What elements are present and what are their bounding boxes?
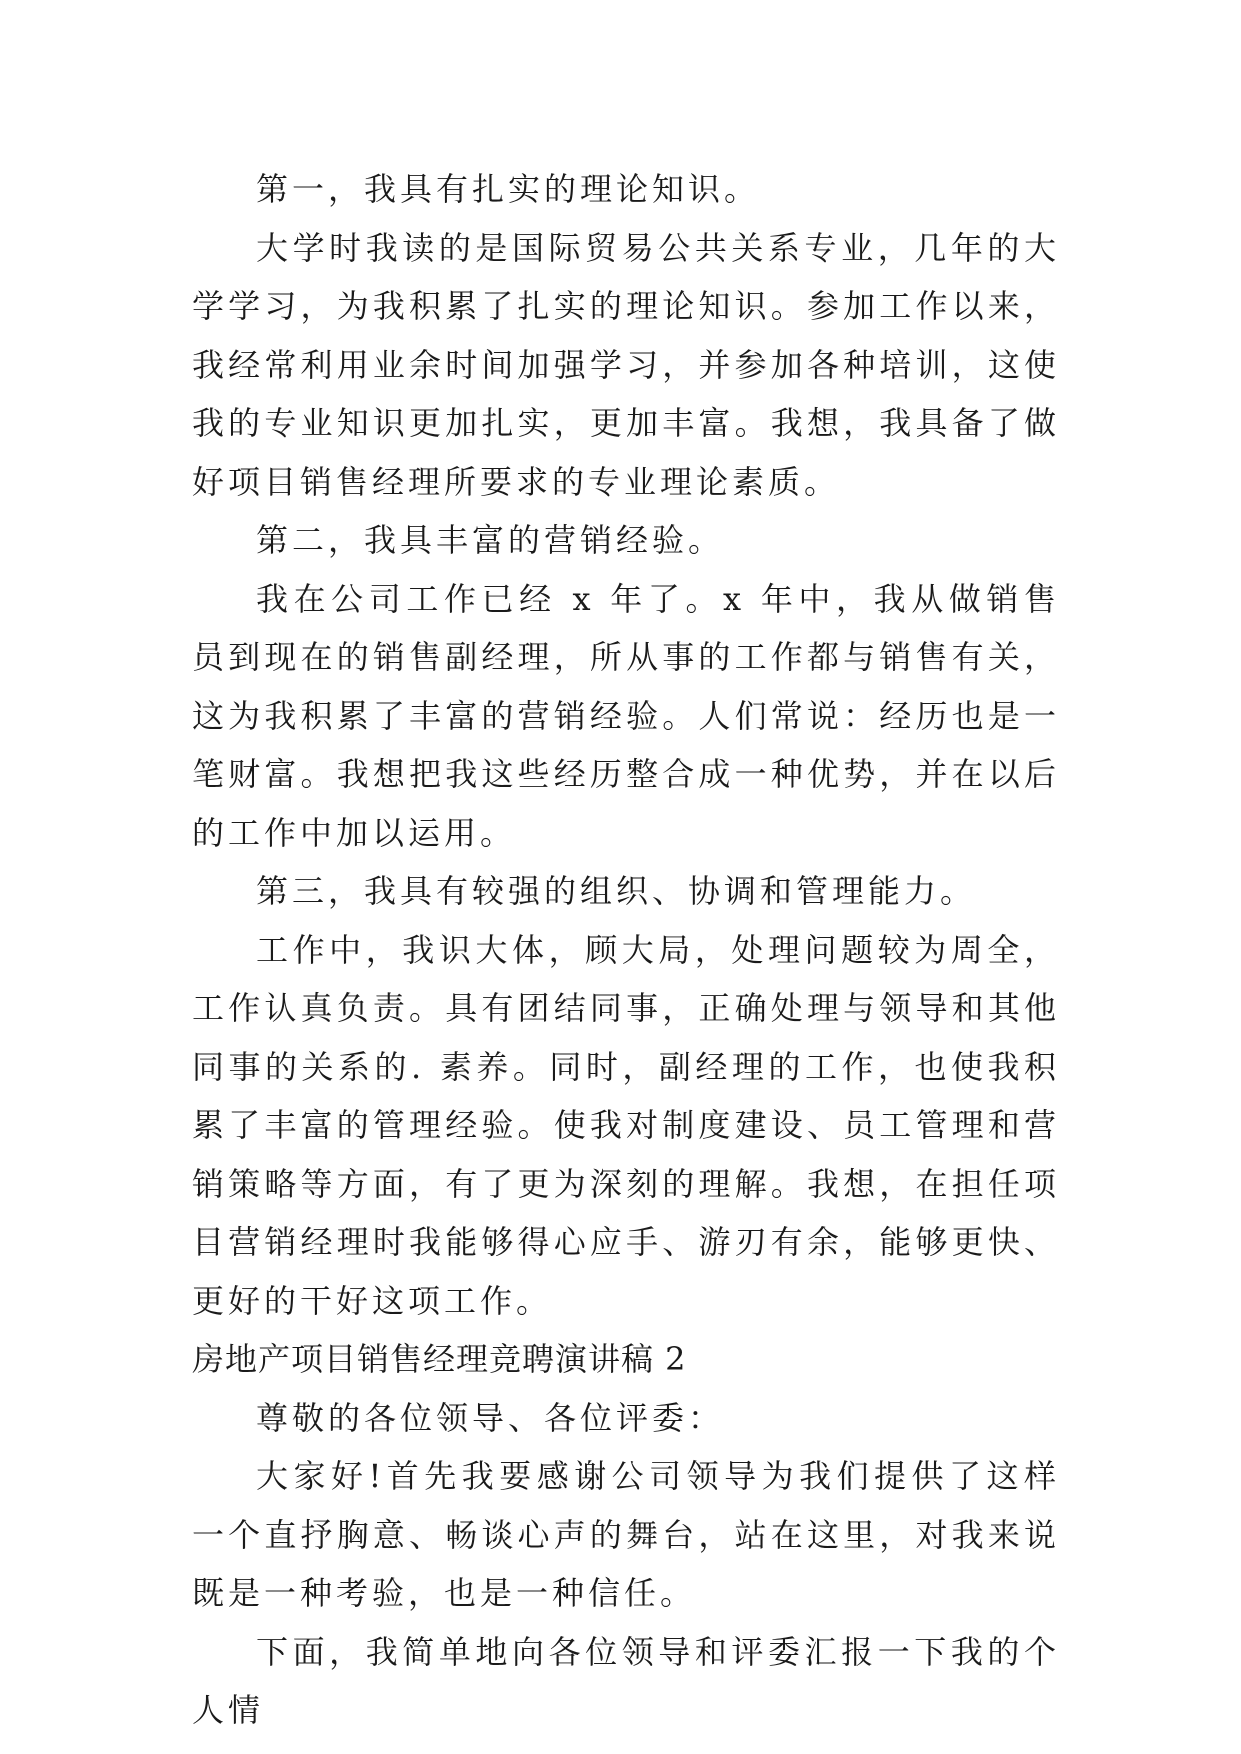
- document-body: [192, 160, 1060, 1740]
- paragraph-point-three: 第三，我具有较强的组织、协调和管理能力。: [256, 872, 977, 910]
- paragraph-point-two: 第二，我具丰富的营销经验。: [256, 521, 725, 559]
- paragraph-report: 下面，我简单地向各位领导和评委汇报一下我的个人情: [192, 1632, 1060, 1729]
- paragraph-experience: 我在公司工作已经 x 年了。x 年中，我从做销售员到现在的销售副经理，所从事的工作都与销售有关，这为我积累了丰富的营销经验。人们常说：经历也是一笔财富。我想把我这些经历整合成一种优势，并在以后的工作中加以运用。: [192, 579, 1060, 852]
- section-title: 房地产项目销售经理竞聘演讲稿 2: [192, 1340, 687, 1378]
- paragraph-point-one: 第一，我具有扎实的理论知识。: [256, 170, 761, 208]
- paragraph-management: 工作中，我识大体，顾大局，处理问题较为周全，工作认真负责。具有团结同事，正确处理与领导和其他同事的关系的. 素养。同时，副经理的工作，也使我积累了丰富的管理经验。使我对制度建设、员工管理和营销策略等方面，有了更为深刻的理解。我想，在担任项目营销经理时我能够得心应手、游刃有余，能够更快、更好的干好这项工作。: [192, 930, 1060, 1320]
- paragraph-salutation: 尊敬的各位领导、各位评委：: [256, 1398, 725, 1437]
- paragraph-greeting: 大家好!首先我要感谢公司领导为我们提供了这样一个直抒胸意、畅谈心声的舞台，站在这里，对我来说既是一种考验，也是一种信任。: [192, 1457, 1060, 1612]
- paragraph-theory: 大学时我读的是国际贸易公共关系专业，几年的大学学习，为我积累了扎实的理论知识。参加工作以来，我经常利用业余时间加强学习，并参加各种培训，这使我的专业知识更加扎实，更加丰富。我想，我具备了做好项目销售经理所要求的专业理论素质。: [192, 228, 1060, 501]
